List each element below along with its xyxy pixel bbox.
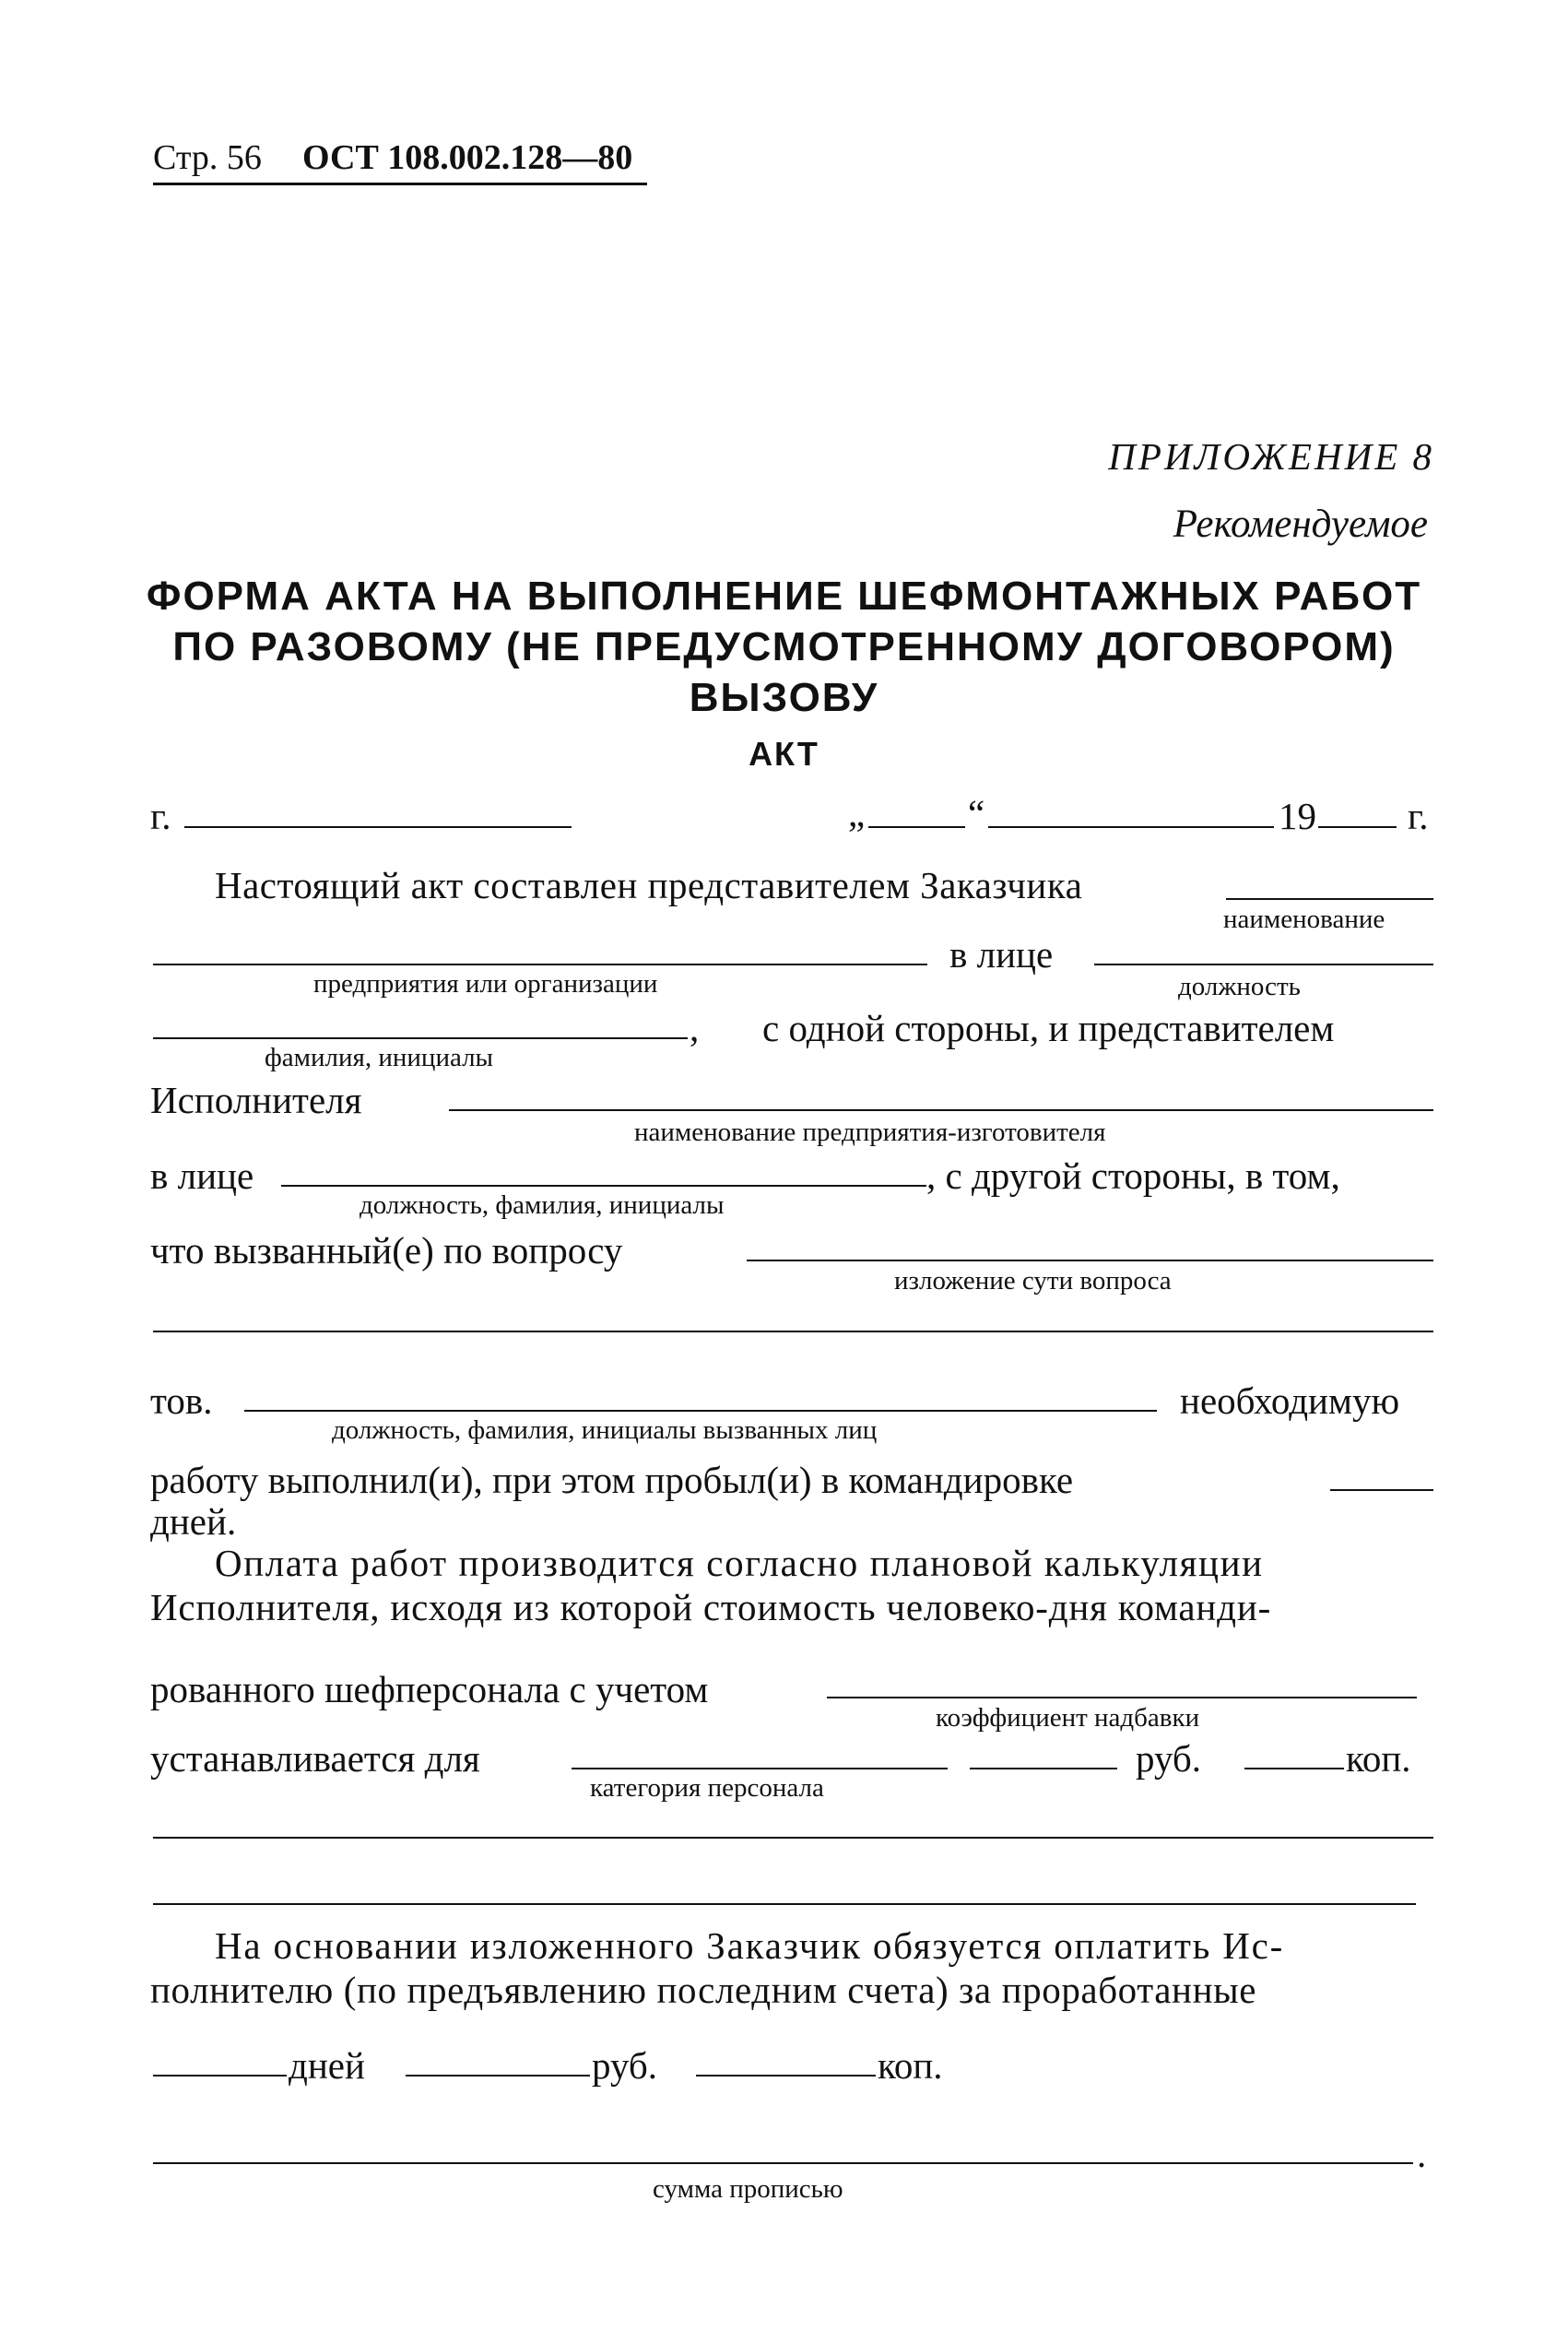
issue-field (747, 1260, 1433, 1261)
year-suffix: г. (1408, 795, 1429, 837)
customer-position-field (1094, 964, 1433, 965)
act-heading: АКТ (749, 735, 819, 773)
day-close-quote: “ (968, 792, 985, 834)
blank-line-2 (153, 1903, 1416, 1905)
obligation-line-1: На основании изложенного Заказчик обязуется оплатить Ис- (215, 1924, 1285, 1967)
payment-line-1: Оплата работ производится согласно плановой калькуляции (215, 1542, 1264, 1584)
body-line-3-comma: , (690, 1007, 700, 1049)
issue-field-continued (153, 1331, 1433, 1332)
called-persons-field (244, 1410, 1157, 1412)
sum-in-words-field (153, 2162, 1413, 2164)
day-field (868, 826, 965, 828)
comrade-prefix: тов. (150, 1379, 213, 1422)
days-label: дней (289, 2044, 365, 2087)
called-persons-caption: должность, фамилия, инициалы вызванных лиц (332, 1415, 878, 1445)
contractor-name-caption: наименование предприятия-изготовителя (634, 1118, 1106, 1147)
customer-fullname-caption: фамилия, инициалы (265, 1043, 494, 1072)
trip-days-field (1330, 1489, 1433, 1491)
issue-caption: изложение сути вопроса (894, 1266, 1172, 1296)
kop-total-field (696, 2075, 876, 2077)
city-prefix: г. (150, 795, 171, 837)
customer-name-caption: наименование (1223, 905, 1385, 934)
body-line-1: Настоящий акт составлен представителем Заказчика (215, 864, 1083, 906)
payment-line-4: устанавливается для (150, 1737, 480, 1780)
organization-field (153, 964, 927, 965)
surcharge-field (827, 1697, 1417, 1698)
year-prefix: 19 (1279, 795, 1316, 837)
title-line-2: ПО РАЗОВОМУ (НЕ ПРЕДУСМОТРЕННОМУ ДОГОВОРОМ) (172, 624, 1396, 669)
contractor-person-caption: должность, фамилия, инициалы (360, 1190, 725, 1220)
city-field (184, 826, 572, 828)
kop-label-1: коп. (1346, 1737, 1411, 1780)
customer-position-caption: должность (1178, 972, 1301, 1001)
obligation-line-2: полнителю (по предъявлению последним счета) за проработанные (150, 1969, 1257, 2011)
worked-days-field (153, 2075, 287, 2077)
body-line-5: , с другой стороны, в том, (926, 1154, 1340, 1197)
body-line-3: с одной стороны, и представителем (762, 1007, 1335, 1049)
day-open-quote: „ (848, 792, 866, 834)
contractor-person-field (281, 1185, 926, 1187)
customer-name-field (1226, 898, 1433, 900)
rub-label-1: руб. (1136, 1737, 1202, 1780)
organization-caption: предприятия или организации (313, 969, 658, 999)
payment-line-2: Исполнителя, исходя из которой стоимость человеко-дня команди- (150, 1586, 1272, 1628)
month-field (988, 826, 1274, 828)
appendix-label: ПРИЛОЖЕНИЕ 8 (1108, 435, 1434, 478)
standard-code: ОСТ 108.002.128—80 (302, 138, 633, 177)
final-period: . (1417, 2133, 1427, 2175)
body-line-8: работу выполнил(и), при этом пробыл(и) в командировке (150, 1459, 1074, 1501)
header-rule (153, 183, 647, 185)
appendix-status: Рекомендуемое (1173, 503, 1428, 546)
year-field (1318, 826, 1397, 828)
in-person-label-1: в лице (949, 933, 1054, 976)
body-line-6: что вызванный(е) по вопросу (150, 1229, 623, 1272)
kop-label-2: коп. (878, 2044, 943, 2087)
body-line-4: Исполнителя (150, 1079, 362, 1121)
kop-amount-field (1244, 1768, 1344, 1769)
payment-line-3: рованного шефперсонала с учетом (150, 1668, 709, 1710)
personnel-category-field (572, 1768, 948, 1769)
rub-amount-field (970, 1768, 1117, 1769)
body-line-7: необходимую (1180, 1379, 1400, 1422)
title-line-3: ВЫЗОВУ (689, 675, 879, 720)
contractor-name-field (449, 1109, 1433, 1111)
in-person-label-2: в лице (150, 1154, 254, 1197)
customer-fullname-field (153, 1037, 688, 1039)
page-number: Стр. 56 (153, 138, 262, 177)
blank-line-1 (153, 1837, 1433, 1839)
sum-in-words-caption: сумма прописью (653, 2174, 843, 2204)
surcharge-caption: коэффициент надбавки (936, 1703, 1200, 1733)
body-line-8b: дней. (150, 1500, 237, 1543)
title-line-1: ФОРМА АКТА НА ВЫПОЛНЕНИЕ ШЕФМОНТАЖНЫХ РАБОТ (146, 574, 1422, 619)
rub-total-field (406, 2075, 590, 2077)
rub-label-2: руб. (592, 2044, 658, 2087)
personnel-category-caption: категория персонала (590, 1773, 824, 1803)
